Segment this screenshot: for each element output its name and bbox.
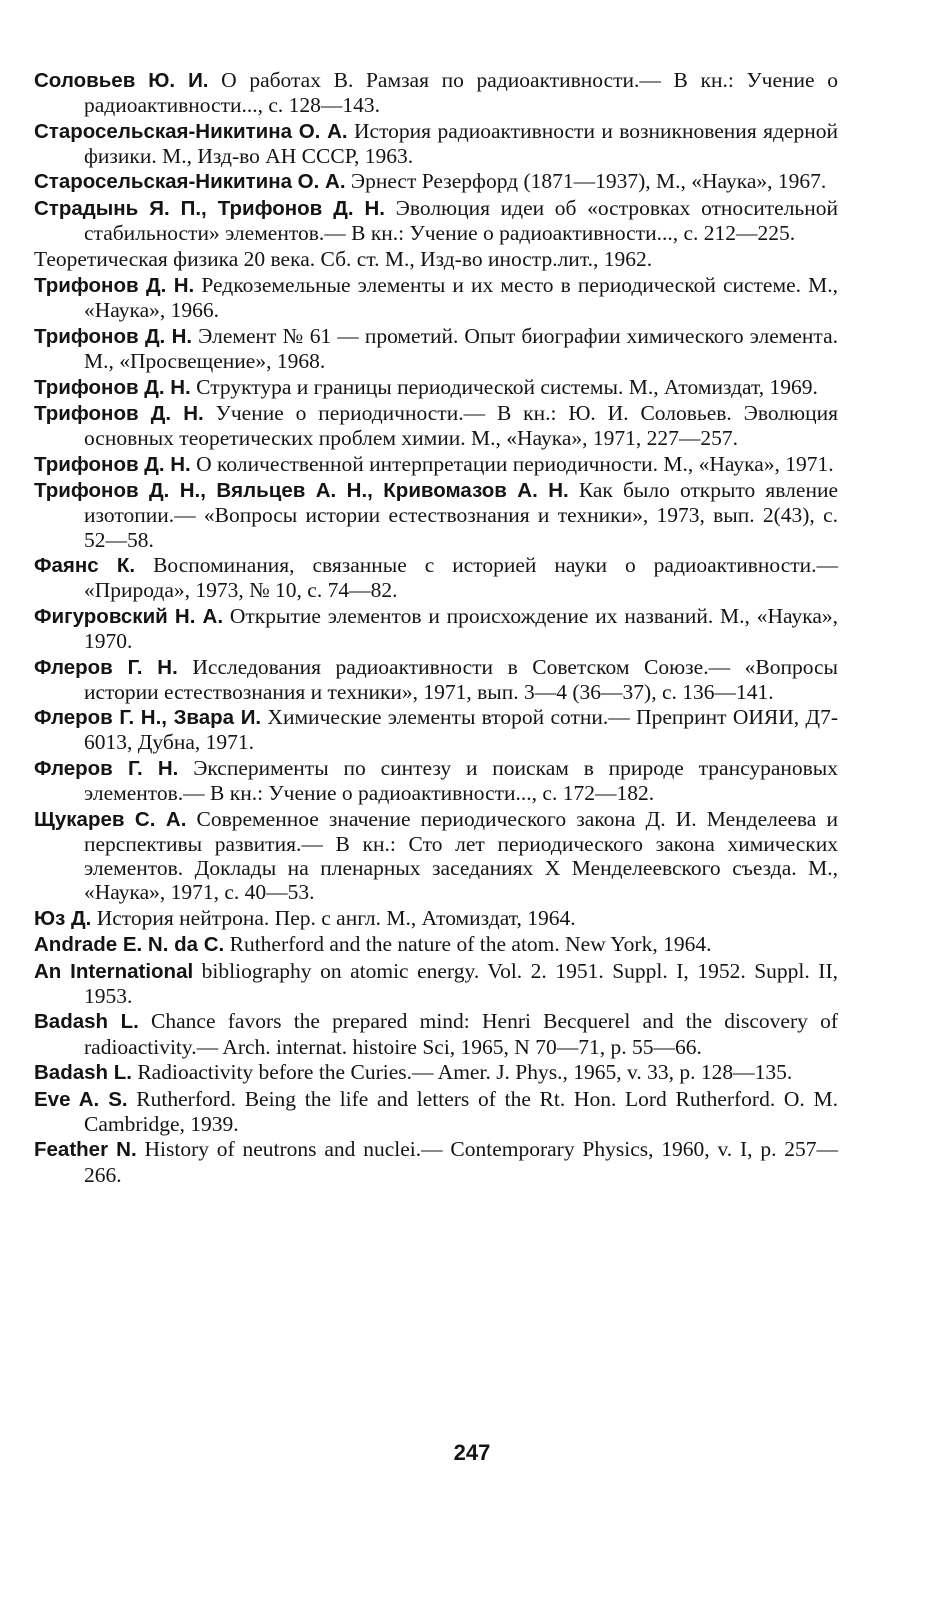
entry-text: Элемент № 61 — прометий. Опыт биографии химического элемента. М., «Просвещение», 1968. — [84, 323, 838, 374]
entry-author: Трифонов Д. Н. — [34, 375, 191, 399]
entry-author: Страдынь Я. П., Трифонов Д. Н. — [34, 196, 386, 220]
entry-author: Соловьев Ю. И. — [34, 69, 209, 92]
entry-text: О работах В. Рамзая по радиоактивности.— В кн.: Учение о радиоактивности..., с. 128—143. — [84, 68, 838, 118]
entry-text: History of neutrons and nuclei.— Contemporary Physics, 1960, v. I, p. 257—266. — [84, 1137, 838, 1187]
entry-author: Трифонов Д. Н., Вяльцев А. Н., Кривомазов А. Н. — [34, 479, 569, 503]
bibliography-entry — [34, 324, 838, 373]
entry-author: Feather N. — [34, 1138, 137, 1162]
entry-author: Флеров Г. Н. — [34, 655, 178, 679]
entry-text: О количественной интерпретации периодичности. М., «Наука», 1971. — [190, 451, 834, 476]
bibliography-entry — [34, 169, 838, 194]
bibliography-entry — [34, 1087, 838, 1136]
entry-author: Фаянс К. — [34, 554, 136, 578]
bibliography-entry — [34, 1137, 838, 1186]
entry-text: Химические элементы второй сотни.— Препринт ОИЯИ, Д7-6013, Дубна, 1971. — [84, 705, 838, 755]
entry-text: Исследования радиоактивности в Советском Союзе.— «Вопросы истории естествознания и техники», 1971, вып. 3—4 (36—37), с. 136—141. — [84, 654, 839, 704]
entry-text: Открытие элементов и происхождение их названий. М., «Наука», 1970. — [84, 603, 838, 654]
entry-text: Rutherford. Being the life and letters of the Rt. Hon. Lord Rutherford. O. M. Cambridge, 1939. — [84, 1086, 838, 1136]
entry-author: An International — [34, 959, 194, 983]
entry-text: Эксперименты по синтезу и поискам в природе трансурановых элементов.— В кн.: Учение о радиоактивности..., с. 172—182. — [84, 755, 838, 806]
entry-text: Воспоминания, связанные с историей науки о радиоактивности.— «Природа», 1973, № 10, с. 74—82. — [84, 553, 839, 603]
entry-text: Учение о периодичности.— В кн.: Ю. И. Соловьев. Эволюция основных теоретических проблем химии. М., «Наука», 1971, 227—257. — [84, 401, 838, 451]
entry-author: Фигуровский Н. А. — [34, 604, 224, 628]
bibliography-entry — [34, 452, 838, 477]
entry-text: Современное значение периодического закона Д. И. Менделеева и перспективы развития.— В кн.: Сто лет периодического закона химических элементов. Доклады на пленарных заседаниях X Менделеевского съезда. М., «Наука», 1971, с. 40—53. — [84, 806, 838, 905]
entry-text: Структура и границы периодической системы. М., Атомиздат, 1969. — [190, 374, 818, 399]
entry-author: Старосельская-Никитина О. А. — [34, 170, 346, 194]
bibliography-entry — [34, 247, 838, 272]
entry-author: Флеров Г. Н., Звара И. — [34, 706, 262, 730]
entry-author: Eve A. S. — [34, 1087, 128, 1111]
entry-author: Andrade E. N. da C. — [34, 933, 225, 957]
bibliography-entry — [34, 401, 838, 450]
entry-text: История радиоактивности и возникновения ядерной физики. М., Изд-во АН СССР, 1963. — [84, 118, 838, 168]
bibliography-entry — [34, 196, 838, 245]
entry-author: Трифонов Д. Н. — [34, 452, 191, 476]
entry-author: Старосельская-Никитина О. А. — [34, 119, 348, 143]
page-number: 247 — [453, 1440, 491, 1465]
entry-text: Эволюция идеи об «островках относительной стабильности» элементов.— В кн.: Учение о радиоактивности..., с. 212—225. — [84, 195, 839, 246]
entry-author: Трифонов Д. Н. — [34, 402, 204, 426]
entry-author: Флеров Г. Н. — [34, 756, 179, 780]
bibliography-entry — [34, 553, 838, 602]
entry-text: Теоретическая физика 20 века. Сб. ст. М., Изд-во иностр.лит., 1962. — [34, 246, 653, 271]
entry-text: Rutherford and the nature of the atom. New York, 1964. — [224, 932, 712, 957]
entry-text: bibliography on atomic energy. Vol. 2. 1951. Suppl. I, 1952. Suppl. II, 1953. — [84, 958, 838, 1008]
bibliography-entry — [34, 1009, 838, 1058]
entry-text: Radioactivity before the Curies.— Amer. J. Phys., 1965, v. 33, p. 128—135. — [131, 1060, 793, 1085]
bibliography-entry — [34, 478, 838, 552]
bibliography-entry — [34, 273, 838, 322]
entry-author: Трифонов Д. Н. — [34, 274, 195, 298]
entry-author: Badash L. — [34, 1010, 139, 1034]
entry-text: Как было открыто явление изотопии.— «Вопросы истории естествознания и техники», 1973, вып. 2(43), с. 52—58. — [84, 478, 838, 552]
entry-text: Эрнест Резерфорд (1871—1937), М., «Наука», 1967. — [345, 169, 827, 194]
entry-author: Юз Д. — [34, 906, 92, 930]
bibliography-entry — [34, 906, 838, 931]
bibliography-entry — [34, 604, 838, 653]
bibliography-entry — [34, 932, 838, 957]
bibliography-entry — [34, 375, 838, 400]
bibliography-entry — [34, 756, 838, 805]
entry-text: Редкоземельные элементы и их место в периодической системе. М., «Наука», 1966. — [84, 273, 838, 323]
bibliography-entry — [34, 1060, 838, 1085]
entry-text: История нейтрона. Пер. с англ. М., Атомиздат, 1964. — [91, 905, 576, 930]
entry-text: Chance favors the prepared mind: Henri Becquerel and the discovery of radioactivity.— Arch. internat. histoire Sci, 1965, N 70—71, p. 55—66. — [84, 1009, 839, 1059]
bibliography-entry — [34, 655, 838, 704]
entry-author: Badash L. — [34, 1061, 132, 1085]
entry-author: Трифонов Д. Н. — [34, 324, 193, 348]
bibliography-entry — [34, 68, 838, 117]
bibliography-entry — [34, 705, 838, 754]
bibliography-entry — [34, 807, 838, 905]
bibliography-entry — [34, 959, 838, 1008]
entry-author: Щукарев С. А. — [34, 807, 187, 831]
bibliography-entry — [34, 119, 838, 168]
